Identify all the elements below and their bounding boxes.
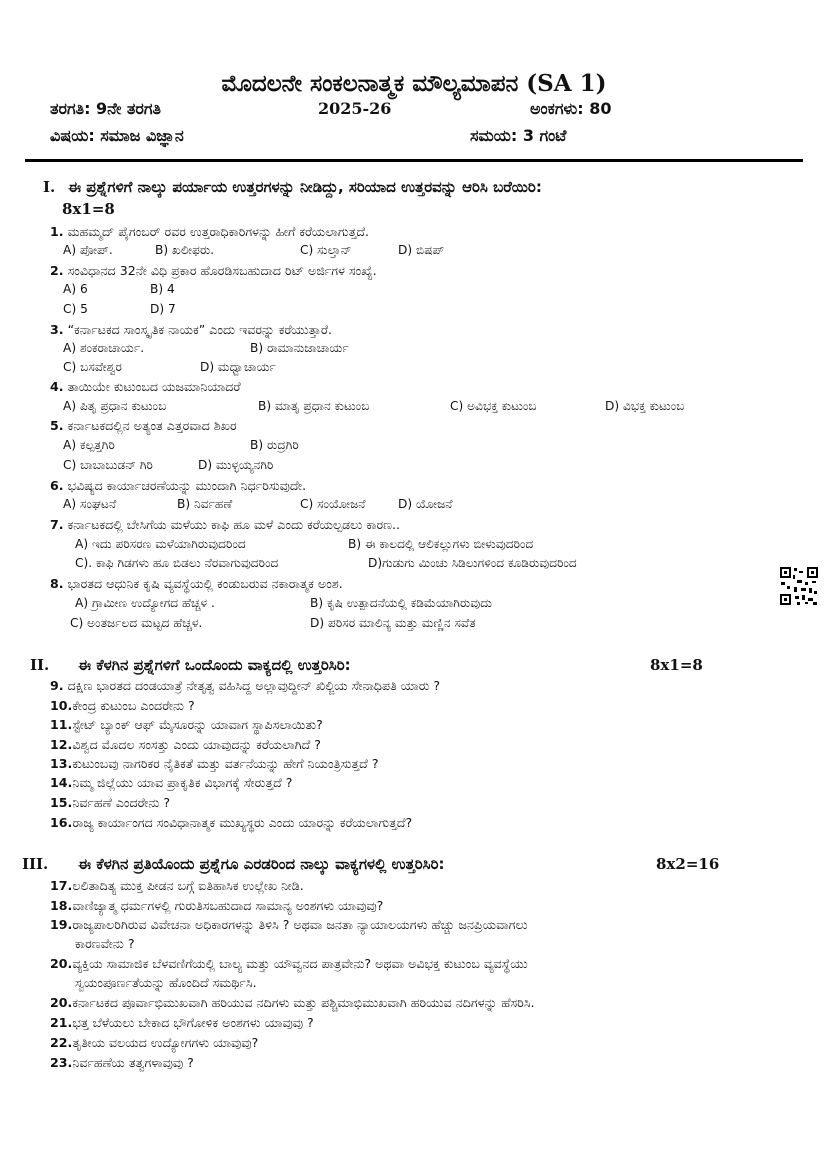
question-number: 4. <box>50 379 64 394</box>
option-b: B) ರುದ್ರಗಿರಿ <box>250 438 299 452</box>
question-number: 13. <box>50 756 73 771</box>
option-c: C) 5 <box>63 302 88 316</box>
question-number: 14. <box>50 775 73 790</box>
question-number: 21. <box>50 1015 73 1030</box>
question-number: 5. <box>50 418 64 433</box>
question-number: 11. <box>50 717 73 732</box>
section-3-instruction: ಈ ಕೆಳಗಿನ ಪ್ರತಿಯೊಂದು ಪ್ರಶ್ನೆಗೂ ಎರಡರಿಂದ ನಾಲ್ಕು ವಾಕ್ಯಗಳಲ್ಲಿ ಉತ್ತರಿಸಿರಿ: <box>78 855 445 873</box>
section-3-marks: 8x2=16 <box>656 855 720 873</box>
question-text: ನಿಮ್ಮ ಜಿಲ್ಲೆಯು ಯಾವ ಪ್ರಾಕೃತಿಕ ವಿಭಾಗಕ್ಕೆ ಸೇರುತ್ತದೆ ? <box>72 775 293 790</box>
option-d: D) 7 <box>150 302 176 316</box>
option-a: A) ಪಿತೃ ಪ್ರಧಾನ ಕುಟುಂಬ <box>63 399 167 413</box>
option-a: A) ಶಂಕರಾಚಾರ್ಯ. <box>63 341 145 355</box>
option-a: A) ಪೋಪ್. <box>63 243 113 257</box>
question-number: 20. <box>50 995 73 1010</box>
question-number: 6. <box>50 478 64 493</box>
option-b: B) ನಿರ್ವಹಣೆ <box>177 497 233 511</box>
question-text: ಕೇಂದ್ರ ಕುಟುಂಬ ಎಂದರೇನು ? <box>72 698 195 713</box>
option-d: D)ಗುಡುಗು ಮಿಂಚು ಸಿಡಿಲುಗಳಿಂದ ಕೂಡಿರುವುದರಿಂದ <box>368 556 577 570</box>
question-text: ತೃತೀಯ ವಲಯದ ಉದ್ಯೋಗಗಳು ಯಾವುವು? <box>72 1035 259 1050</box>
time-label: ಸಮಯ: 3 ಗಂಟೆ <box>470 126 567 145</box>
question-number: 18. <box>50 898 73 913</box>
question-text: ದಕ್ಷಿಣ ಭಾರತದ ದಂಡಯಾತ್ರೆ ನೇತೃತ್ವ ವಹಿಸಿದ್ದ ಅಲ್ಲಾವುದ್ದೀನ್ ಖಿಲ್ಜಿಯ ಸೇನಾಧಿಪತಿ ಯಾರು ? <box>67 678 441 693</box>
question-text: ಭಾರತದ ಆಧುನಿಕ ಕೃಷಿ ವ್ಯವಸ್ಥೆಯಲ್ಲಿ ಕಂಡುಬರುವ ನಕಾರಾತ್ಮಕ ಅಂಶ. <box>67 576 343 591</box>
question-number: 2. <box>50 263 64 278</box>
question-text: ನಿರ್ವಹಣೆ ಎಂದರೇನು ? <box>72 795 171 810</box>
question-text: ಕರ್ನಾಟಕದ ಪೂರ್ವಾಭಿಮುಖವಾಗಿ ಹರಿಯುವ ನದಿಗಳು ಮತ್ತು ಪಶ್ಚಿಮಾಭಿಮುಖವಾಗಿ ಹರಿಯುವ ನದಿಗಳನ್ನು ಹೆಸರಿಸಿ. <box>72 995 535 1010</box>
question-number: 16. <box>50 815 73 830</box>
question-number: 15. <box>50 795 73 810</box>
qr-code-image <box>779 566 819 606</box>
question-text: ಮಹಮ್ಮದ್ ಪೈಗಂಬರ್ ರವರ ಉತ್ತರಾಧಿಕಾರಿಗಳನ್ನು ಹೀಗೆ ಕರೆಯಲಾಗುತ್ತದೆ. <box>67 224 370 239</box>
academic-year: 2025-26 <box>318 99 392 118</box>
option-a: A) ಗ್ರಾಮೀಣ ಉದ್ಯೋಗದ ಹೆಚ್ಚಳ . <box>75 596 215 610</box>
option-a: A) ಕಲ್ಪತ್ತಗಿರಿ <box>63 438 115 452</box>
option-a: A) ಸಂಘಟನೆ <box>63 497 117 511</box>
option-c: C) ಅಂತರ್ಜಲದ ಮಟ್ಟದ ಹೆಚ್ಚಳ. <box>70 616 203 630</box>
option-d: D) ಯೋಜನೆ <box>398 497 453 511</box>
question-text: ಭತ್ತ ಬೆಳೆಯಲು ಬೇಕಾದ ಭೌಗೋಳಿಕ ಅಂಶಗಳು ಯಾವುವು ? <box>72 1015 314 1030</box>
question-text-continued: ಕಾರಣವೇನು ? <box>75 936 135 951</box>
question-text: ಕರ್ನಾಟಕದಲ್ಲಿನ ಅತ್ಯಂತ ಎತ್ತರವಾದ ಶಿಖರ <box>67 418 237 433</box>
option-c: C). ಕಾಫಿ ಗಿಡಗಳು ಹೂ ಬಿಡಲು ನೆರವಾಗುವುದರಿಂದ <box>75 556 279 570</box>
question-text: ಸಂವಿಧಾನದ 32ನೇ ವಿಧಿ ಪ್ರಕಾರ ಹೊರಡಿಸಬಹುದಾದ ರಿಟ್ ಅರ್ಜಿಗಳ ಸಂಖ್ಯೆ. <box>67 263 377 278</box>
question-number: 23. <box>50 1055 73 1070</box>
question-number: 1. <box>50 224 64 239</box>
question-text: ಸ್ಟೇಟ್ ಬ್ಯಾಂಕ್ ಆಫ್ ಮೈಸೂರನ್ನು ಯಾವಾಗ ಸ್ಥಾಪಿಸಲಾಯಿತು? <box>72 717 323 732</box>
section-2-marks: 8x1=8 <box>650 656 703 674</box>
header-divider <box>25 159 803 162</box>
question-text: ವಾಣಿಜ್ಯಾತ್ಮ ಧರ್ಮಗಳಲ್ಲಿ ಗುರುತಿಸಬಹುದಾದ ಸಾಮಾನ್ಯ ಅಂಶಗಳು ಯಾವುವು? <box>72 898 384 913</box>
question-text: ತಾಯಿಯೇ ಕುಟುಂಬದ ಯಜಮಾನಿಯಾದರೆ <box>67 379 241 394</box>
question-text: ಕರ್ನಾಟಕದಲ್ಲಿ ಬೇಸಿಗೆಯ ಮಳೆಯು ಕಾಫಿ ಹೂ ಮಳೆ ಎಂದು ಕರೆಯಲ್ಪಡಲು ಕಾರಣ.. <box>67 517 401 532</box>
option-c: C) ಬಸವೇಶ್ವರ <box>63 360 122 374</box>
class-label: ತರಗತಿ: 9ನೇ ತರಗತಿ <box>50 99 161 118</box>
question-text: ವ್ಯಕ್ತಿಯ ಸಾಮಾಜಿಕ ಬೆಳವಣಿಗೆಯಲ್ಲಿ ಬಾಲ್ಯ ಮತ್ತು ಯೌವ್ವನದ ಪಾತ್ರವೇನು? ಅಥವಾ ಅವಿಭಕ್ತ ಕುಟುಂಬ ವ್ಯವಸ್ಥೆಯು <box>72 956 528 971</box>
option-d: D) ಮಧ್ವಾಚಾರ್ಯ <box>200 360 276 374</box>
section-2-instruction: ಈ ಕೆಳಗಿನ ಪ್ರಶ್ನೆಗಳಿಗೆ ಒಂದೊಂದು ವಾಕ್ಯದಲ್ಲಿ ಉತ್ತರಿಸಿರಿ: <box>78 656 351 674</box>
question-number: 9. <box>50 678 64 693</box>
option-b: B) ಈ ಕಾಲದಲ್ಲಿ ಆಲಿಕಲ್ಲುಗಳು ಬೀಳುವುದರಿಂದ <box>348 537 534 551</box>
section-2-number: II. <box>30 656 50 674</box>
option-c: C) ಸಂಯೋಜನೆ <box>300 497 366 511</box>
question-number: 8. <box>50 576 64 591</box>
option-a: A) ಇದು ಪರಿಸರಣ ಮಳೆಯಾಗಿರುವುದರಿಂದ <box>75 537 246 551</box>
question-text: ವಿಶ್ವದ ಮೊದಲ ಸಂಸತ್ತು ಎಂದು ಯಾವುದನ್ನು ಕರೆಯಲಾಗಿದೆ ? <box>72 737 321 752</box>
question-number: 3. <box>50 322 64 337</box>
section-1-marks: 8x1=8 <box>62 200 115 218</box>
question-text: ನಿರ್ವಹಣೆಯ ತತ್ವಗಳಾವುವು ? <box>72 1055 194 1070</box>
option-a: A) 6 <box>63 282 88 296</box>
option-d: D) ವಿಭಕ್ತ ಕುಟುಂಬ <box>605 399 685 413</box>
max-marks: ಅಂಕಗಳು: 80 <box>530 99 612 118</box>
option-d: D) ಮುಳ್ಳಯ್ಯನಗಿರಿ <box>198 458 274 472</box>
question-text: ರಾಜ್ಯಪಾಲರಿಗಿರುವ ವಿವೇಚನಾ ಅಧಿಕಾರಗಳನ್ನು ತಿಳಿಸಿ ? ಅಥವಾ ಜನತಾ ನ್ಯಾಯಾಲಯಗಳು ಹೆಚ್ಚು ಜನಪ್ರಿಯವಾಗಲು <box>72 917 528 932</box>
question-number: 22. <box>50 1035 73 1050</box>
question-number: 20. <box>50 956 73 971</box>
option-b: B) ಖಲೀಫರು. <box>155 243 215 257</box>
question-number: 10. <box>50 698 73 713</box>
option-b: B) ಮಾತೃ ಪ್ರಧಾನ ಕುಟುಂಬ <box>258 399 370 413</box>
page-title: ಮೊದಲನೇ ಸಂಕಲನಾತ್ಮಕ ಮೌಲ್ಯಮಾಪನ (SA 1) <box>221 70 607 97</box>
question-number: 7. <box>50 517 64 532</box>
option-c: C) ಸುಲ್ತಾನ್ <box>300 243 352 257</box>
option-c: C) ಅವಿಭಕ್ತ ಕುಟುಂಬ <box>450 399 537 413</box>
question-text: ಲಲಿತಾದಿತ್ಯ ಮುಕ್ತ ಪೀಡನ ಬಗ್ಗೆ ಐತಿಹಾಸಿಕ ಉಲ್ಲೇಖ ನೀಡಿ. <box>72 878 304 893</box>
question-number: 19. <box>50 917 73 932</box>
question-text: ರಾಜ್ಯ ಕಾರ್ಯಾಂಗದ ಸಂವಿಧಾನಾತ್ಮಕ ಮುಖ್ಯಸ್ಥರು ಎಂದು ಯಾರನ್ನು ಕರೆಯಲಾಗುತ್ತದೆ? <box>72 815 413 830</box>
option-c: C) ಬಾಬಾಬುಡನ್ ಗಿರಿ <box>63 458 153 472</box>
question-number: 17. <box>50 878 73 893</box>
option-b: B) ಕೃಷಿ ಉತ್ಪಾದನೆಯಲ್ಲಿ ಕಡಿಮೆಯಾಗಿರುವುದು <box>310 596 492 610</box>
option-b: B) ರಾಮಾನುಜಾಚಾರ್ಯ <box>250 341 349 355</box>
question-text: ಭವಿಷ್ಯದ ಕಾರ್ಯಾಚರಣೆಯನ್ನು ಮುಂದಾಗಿ ನಿರ್ಧರಿಸುವುದೇ. <box>67 478 307 493</box>
question-text-continued: ಸ್ವಯಂಪೂರ್ಣತೆಯನ್ನು ಹೊಂದಿದೆ ಸಮರ್ಥಿಸಿ. <box>75 975 257 990</box>
subject-label: ವಿಷಯ: ಸಮಾಜ ವಿಜ್ಞಾನ <box>50 126 184 145</box>
question-text: ಕುಟುಂಬವು ನಾಗರಿಕರ ನೈತಿಕತೆ ಮತ್ತು ವರ್ತನೆಯನ್ನು ಹೇಗೆ ನಿಯಂತ್ರಿಸುತ್ತದೆ ? <box>72 756 379 771</box>
section-3-number: III. <box>22 855 49 873</box>
question-text: “ಕರ್ನಾಟಕದ ಸಾಂಸ್ಕೃತಿಕ ನಾಯಕ” ಎಂದು ಇವರನ್ನು ಕರೆಯುತ್ತಾರೆ. <box>67 322 333 337</box>
section-1-number: I. <box>43 178 56 196</box>
option-d: D) ಬಿಷಪ್ <box>398 243 445 257</box>
question-number: 12. <box>50 737 73 752</box>
option-d: D) ಪರಿಸರ ಮಾಲಿನ್ಯ ಮತ್ತು ಮಣ್ಣಿನ ಸವೆತ <box>310 616 476 630</box>
option-b: B) 4 <box>150 282 175 296</box>
section-1-instruction: ಈ ಪ್ರಶ್ನೆಗಳಿಗೆ ನಾಲ್ಕು ಪರ್ಯಾಯ ಉತ್ತರಗಳನ್ನು ನೀಡಿದ್ದು, ಸರಿಯಾದ ಉತ್ತರವನ್ನು ಆರಿಸಿ ಬರೆಯಿರಿ: <box>68 178 542 196</box>
